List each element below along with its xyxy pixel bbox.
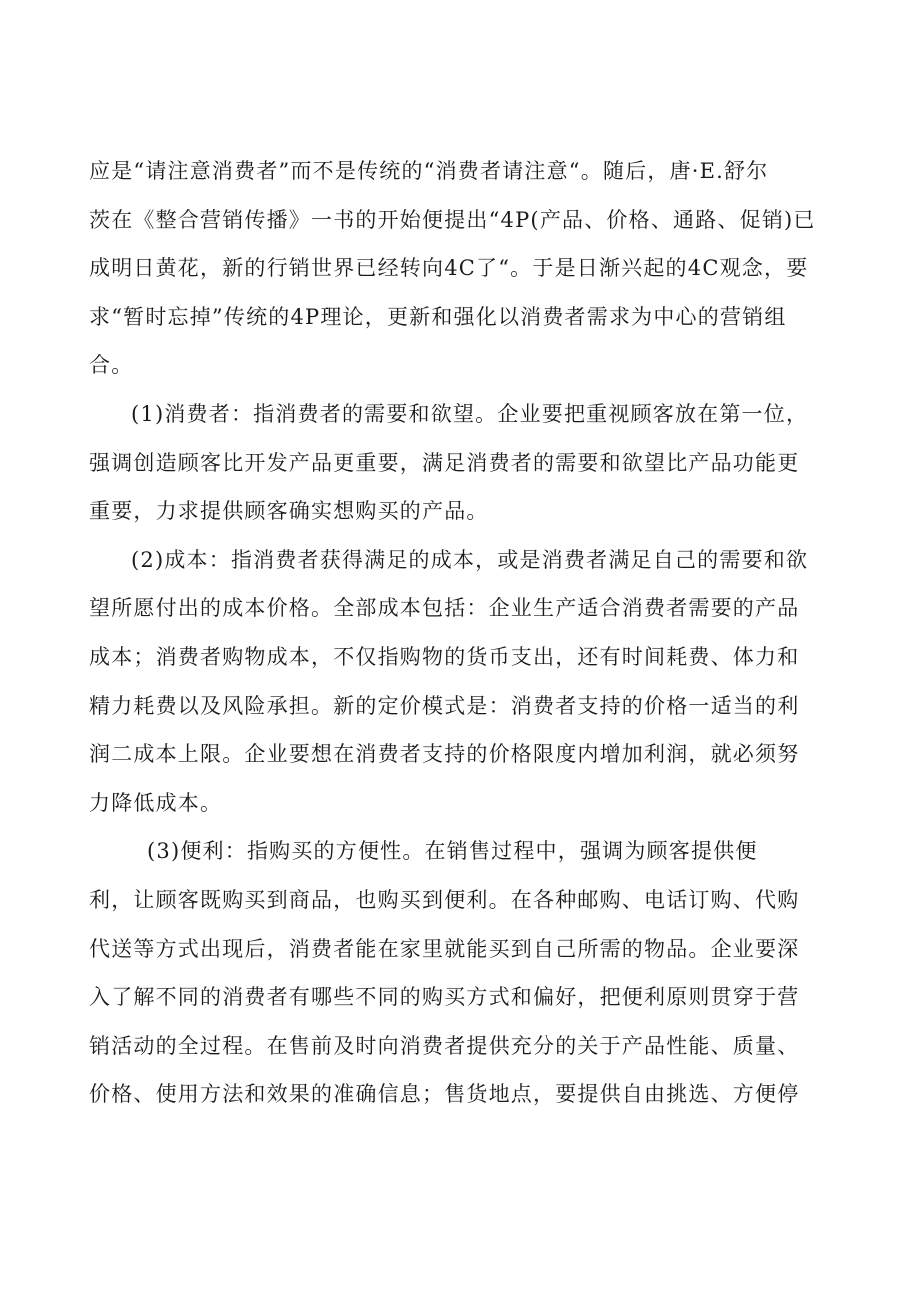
text-line: 求“暂时忘掉”传统的4P理论，更新和强化以消费者需求为中心的营销组: [89, 304, 787, 329]
text-line: 茨在《整合营销传播》一书的开始便提出“4P(产品、价格、通路、促销)已: [89, 207, 816, 232]
text-line: 润二成本上限。企业要想在消费者支持的价格限度内增加利润，就必须努: [89, 742, 800, 767]
paragraph-convenience-start: (3)便利：指购买的方便性。在销售过程中，强调为顾客提供便: [147, 839, 758, 864]
text-line: 精力耗费以及风险承担。新的定价模式是：消费者支持的价格一适当的利: [89, 693, 800, 718]
body-text: [89, 147, 849, 1119]
text-line: 力降低成本。: [89, 790, 223, 815]
text-line: 应是“请注意消费者”而不是传统的“消费者请注意“。随后，唐·E.舒尔: [89, 159, 769, 183]
text-line: 代送等方式出现后，消费者能在家里就能买到自己所需的物品。企业要深: [89, 936, 800, 961]
paragraph-consumer-start: (1)消费者：指消费者的需要和欲望。企业要把重视顾客放在第一位，: [131, 401, 809, 426]
text-line: 销活动的全过程。在售前及时向消费者提供充分的关于产品性能、质量、: [89, 1033, 800, 1058]
text-line: 强调创造顾客比开发产品更重要，满足消费者的需要和欲望比产品功能更: [89, 450, 800, 475]
text-line: 合。: [89, 353, 134, 378]
text-line: 入了解不同的消费者有哪些不同的购买方式和偏好，把便利原则贯穿于营: [89, 985, 800, 1010]
text-line: 利，让顾客既购买到商品，也购买到便利。在各种邮购、电话订购、代购: [89, 887, 800, 912]
text-line: 成本；消费者购物成本，不仅指购物的货币支出，还有时间耗费、体力和: [89, 644, 800, 669]
text-line: 重要，力求提供顾客确实想购买的产品。: [89, 499, 489, 524]
text-line: 望所愿付出的成本价格。全部成本包括：企业生产适合消费者需要的产品: [89, 596, 800, 621]
text-line: 价格、使用方法和效果的准确信息；售货地点，要提供自由挑选、方便停: [89, 1082, 800, 1107]
paragraph-cost-start: (2)成本：指消费者获得满足的成本，或是消费者满足自己的需要和欲: [131, 547, 809, 572]
text-line: 成明日黄花，新的行销世界已经转向4C了“。于是日渐兴起的4C观念，要: [89, 256, 809, 281]
